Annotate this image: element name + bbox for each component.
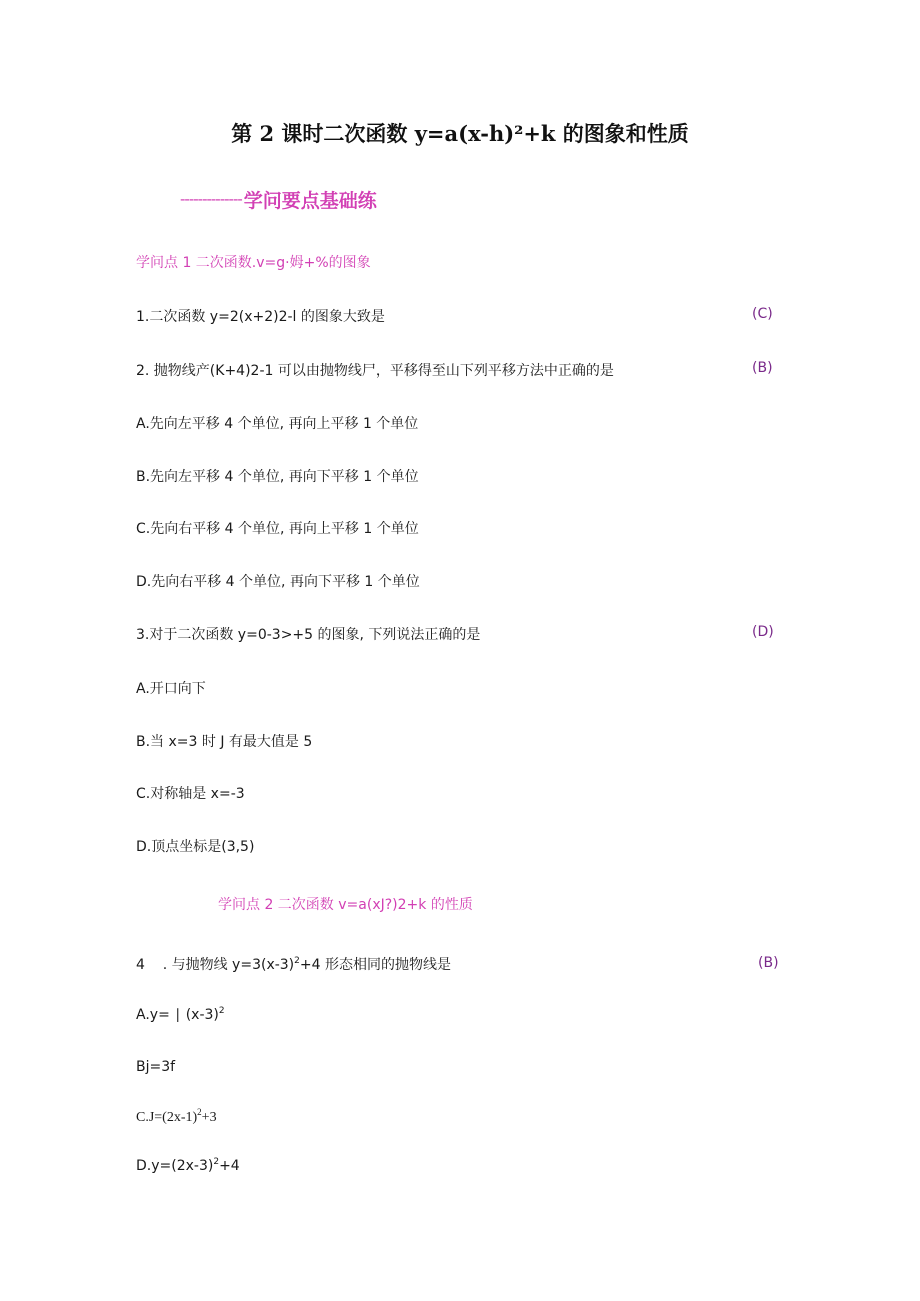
question-4-option-d-text: D.y=(2x-3) — [136, 1158, 214, 1174]
section-dashes: -------------- — [180, 190, 242, 208]
question-4-option-a-sup: 2 — [218, 1006, 225, 1016]
question-1-answer: (C) — [752, 306, 773, 322]
question-3-option-b: B.当 x=3 时 J 有最大值是 5 — [136, 734, 313, 750]
question-2-answer: (B) — [752, 360, 773, 376]
question-1-stem: 1.二次函数 y=2(x+2)2-l 的图象大致是 — [136, 309, 385, 325]
knowledge-point-1: 学问点 1 二次函数.v=g·姆+%的图象 — [136, 255, 371, 271]
question-4-stem — [136, 954, 451, 974]
question-2-option-c: C.先向右平移 4 个单位, 再向上平移 1 个单位 — [136, 521, 419, 537]
question-4-stem-suffix: +4 形态相同的抛物线是 — [299, 957, 451, 973]
question-2-option-d: D.先向右平移 4 个单位, 再向下平移 1 个单位 — [136, 574, 420, 590]
question-4-option-c-tail: +3 — [201, 1110, 217, 1125]
question-4-answer: (B) — [758, 955, 779, 971]
question-4-option-d — [136, 1158, 240, 1174]
section-heading — [180, 186, 377, 213]
question-4-option-c-text: C.J=(2x-1) — [136, 1110, 198, 1125]
question-4-option-d-sup: 2 — [213, 1157, 220, 1167]
question-2-option-b: B.先向左平移 4 个单位, 再向下平移 1 个单位 — [136, 469, 419, 485]
question-4-option-b-text: Bj=3f — [136, 1059, 176, 1075]
question-3-stem: 3.对于二次函数 y=0-3>+5 的图象, 下列说法正确的是 — [136, 627, 481, 643]
page-title: 第 2 课时二次函数 y=a(x-h)²+k 的图象和性质 — [231, 121, 689, 146]
question-4-option-c — [136, 1107, 217, 1126]
knowledge-point-2: 学问点 2 二次函数 v=a(xJ?)2+k 的性质 — [218, 897, 473, 913]
question-4-option-a — [136, 1007, 225, 1023]
question-3-option-d: D.顶点坐标是(3,5) — [136, 839, 255, 855]
question-3-option-a: A.开口向下 — [136, 681, 206, 697]
question-4-stem-sup: 2 — [294, 956, 300, 966]
question-4-stem-prefix: 4 . 与抛物线 y=3(x-3) — [136, 957, 295, 973]
question-3-answer: (D) — [752, 624, 774, 640]
question-3-option-c: C.对称轴是 x=-3 — [136, 786, 245, 802]
question-4-option-c-sup: 2 — [197, 1107, 202, 1117]
question-2-stem: 2. 抛物线产(K+4)2-1 可以由抛物线尸，平移得至山下列平移方法中正确的是 — [136, 363, 614, 379]
section-label: 学问要点基础练 — [243, 190, 377, 212]
question-4-option-d-tail: +4 — [219, 1158, 240, 1174]
question-4-option-a-text: A.y= ∣ (x-3) — [136, 1007, 219, 1023]
question-2-option-a: A.先向左平移 4 个单位, 再向上平移 1 个单位 — [136, 416, 419, 432]
question-4-option-b — [136, 1059, 175, 1075]
